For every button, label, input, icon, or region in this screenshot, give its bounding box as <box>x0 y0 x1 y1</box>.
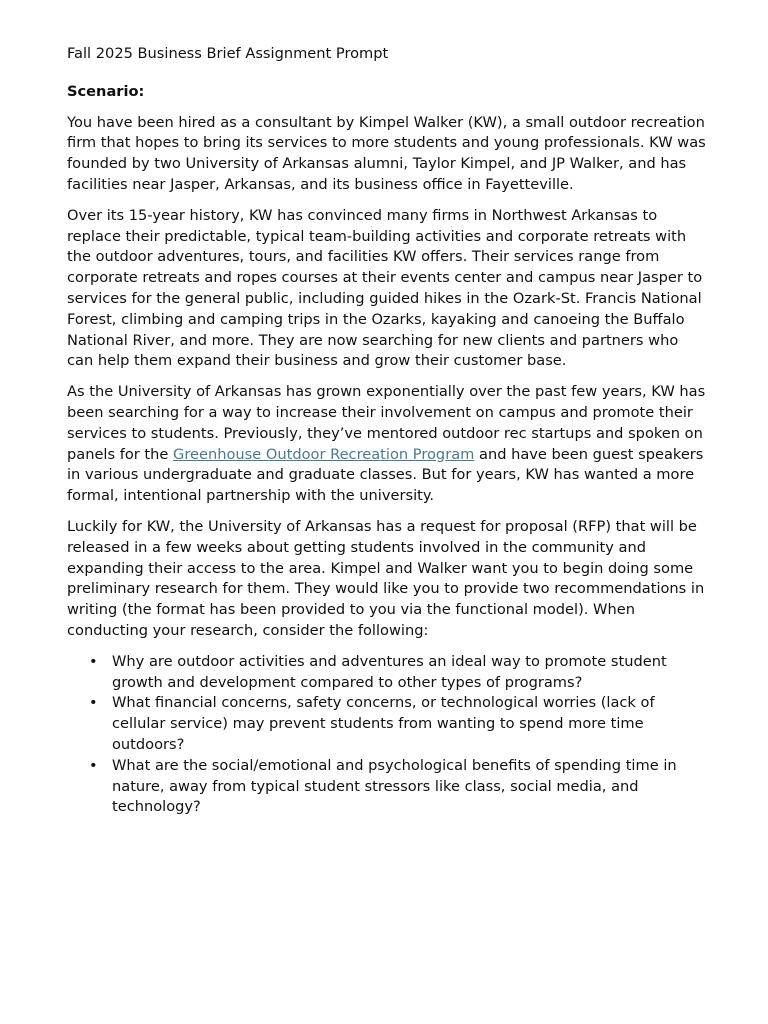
greenhouse-program-link[interactable]: Greenhouse Outdoor Recreation Program <box>173 445 475 463</box>
list-item-text: What financial concerns, safety concerns, or technological worries (lack of cellular service) may prevent students from wanting to spend more time outdoors? <box>112 694 655 753</box>
paragraph-university-text-after-link: and have been guest speakers in various undergraduate and graduate classes. But for years, KW has wanted a more formal, intentional partnership with the university. <box>67 445 704 505</box>
paragraph-university-text-before-link: As the University of Arkansas has grown exponentially over the past few years, KW has been searching for a way to increase their involvement on campus and promote their services to students. Previously, they’ve mentored outdoor rec startups and spoken on panels for the <box>67 383 706 463</box>
list-item-text: What are the social/emotional and psychological benefits of spending time in nature, away from typical student stressors like class, social media, and technology? <box>112 756 677 816</box>
list-item <box>67 652 707 694</box>
document-page <box>67 44 707 818</box>
bullet-icon: • <box>89 756 98 774</box>
paragraph-history: Over its 15-year history, KW has convinced many firms in Northwest Arkansas to replace their predictable, typical team-building activities and corporate retreats with the outdoor adventures, tours, and facilities KW offers. Their services range from corporate retreats and ropes courses at their events center and campus near Jasper to services for the general public, including guided hikes in the Ozark-St. Francis National Forest, climbing and camping trips in the Ozarks, kayaking and canoeing the Buffalo National River, and more. They are now searching for new clients and partners who can help them expand their business and grow their customer base. <box>67 206 703 370</box>
list-item-text: Why are outdoor activities and adventures an ideal way to promote student growth and development compared to other types of programs? <box>112 652 667 691</box>
paragraph-intro: You have been hired as a consultant by Kimpel Walker (KW), a small outdoor recreation firm that hopes to bring its services to more students and young professionals. KW was founded by two University of Arkansas alumni, Taylor Kimpel, and JP Walker, and has facilities near Jasper, Arkansas, and its business office in Fayetteville. <box>67 113 706 193</box>
document-title: Fall 2025 Business Brief Assignment Prompt <box>67 45 389 62</box>
bullet-icon: • <box>89 652 98 670</box>
list-item <box>67 756 707 818</box>
bullet-icon: • <box>89 694 98 712</box>
section-heading-scenario: Scenario: <box>67 82 145 100</box>
paragraph-university <box>67 382 707 507</box>
list-item <box>67 693 707 755</box>
research-questions-list <box>67 652 707 818</box>
paragraph-rfp: Luckily for KW, the University of Arkansas has a request for proposal (RFP) that will be released in a few weeks about getting students involved in the community and expanding their access to the area. Kimpel and Walker want you to begin doing some preliminary research for them. They would like you to provide two recommendations in writing (the format has been provided to you via the functional model). When conducting your research, consider the following: <box>67 517 705 639</box>
